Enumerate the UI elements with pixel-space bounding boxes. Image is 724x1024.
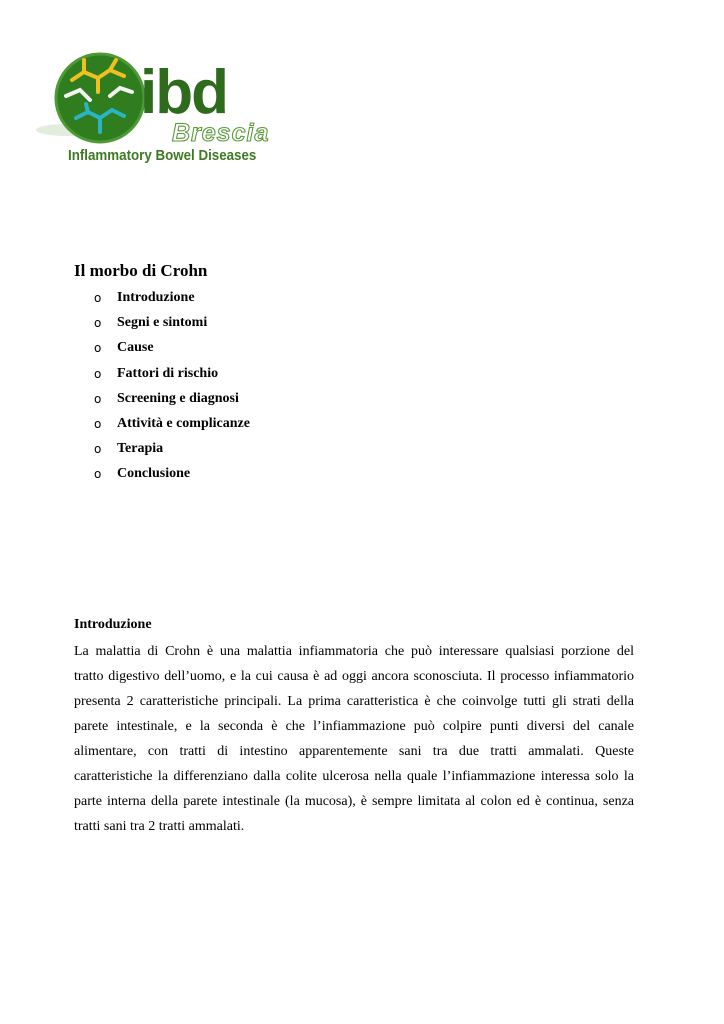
toc-item-terapia: [94, 440, 250, 465]
paragraph-line: presenta 2 caratteristiche principali. La prima caratteristica è che coinvolge tutti gli strati della: [74, 694, 634, 709]
toc-item-screening-e-diagnosi: [94, 390, 250, 415]
bullet-icon: o: [94, 391, 102, 406]
paragraph-line: La malattia di Crohn è una malattia infiammatoria che può interessare qualsiasi porzione del: [74, 644, 634, 659]
toc-item-attivita-e-complicanze: [94, 415, 250, 440]
paragraph-line: tratto digestivo dell’uomo, e la cui causa è ad oggi ancora sconosciuta. Il processo infiammatorio: [74, 669, 634, 684]
bullet-icon: o: [94, 341, 102, 356]
paragraph-line: tratti sani tra 2 tratti ammalati.: [74, 819, 245, 834]
toc-item-label: Introduzione: [117, 290, 195, 305]
toc-item-label: Conclusione: [117, 466, 191, 482]
toc-item-segni-e-sintomi: [94, 314, 250, 339]
table-of-contents: [94, 289, 250, 491]
bullet-icon: o: [94, 366, 102, 381]
logo-brand-text: ibd: [140, 58, 227, 127]
document-title: Il morbo di Crohn: [74, 261, 208, 280]
bullet-icon: o: [94, 416, 102, 431]
intro-paragraph: [74, 639, 634, 839]
paragraph-line: alimentare, con tratti di intestino apparentemente sani tra due tratti ammalati. Queste: [74, 744, 634, 759]
bullet-icon: o: [94, 316, 102, 331]
toc-item-label: Fattori di rischio: [117, 365, 219, 381]
section-heading-introduzione: Introduzione: [74, 617, 152, 632]
toc-item-label: Attività e complicanze: [117, 415, 250, 431]
paragraph-line: parte interna della parete intestinale (la mucosa), è sempre limitata al colon ed è continua, senza: [74, 794, 634, 809]
toc-item-label: Segni e sintomi: [117, 315, 208, 331]
logo-tagline: Inflammatory Bowel Diseases: [68, 148, 257, 164]
bullet-icon: o: [94, 467, 102, 482]
toc-item-introduzione: [94, 289, 250, 314]
toc-item-label: Terapia: [117, 441, 164, 457]
ibd-brescia-logo: [36, 52, 270, 170]
bullet-icon: o: [94, 291, 102, 305]
toc-item-label: Screening e diagnosi: [117, 390, 239, 406]
toc-item-fattori-di-rischio: [94, 365, 250, 390]
bullet-icon: o: [94, 442, 102, 457]
toc-item-label: Cause: [117, 340, 154, 356]
toc-item-cause: [94, 339, 250, 364]
toc-item-conclusione: [94, 465, 250, 490]
paragraph-line: parete intestinale, e la seconda è che l’infiammazione può colpire punti diversi del canale: [74, 719, 634, 734]
logo-subtitle: Brescia: [172, 119, 270, 147]
paragraph-line: caratteristiche la differenziano dalla colite ulcerosa nella quale l’infiammazione interessa solo la: [74, 769, 634, 784]
